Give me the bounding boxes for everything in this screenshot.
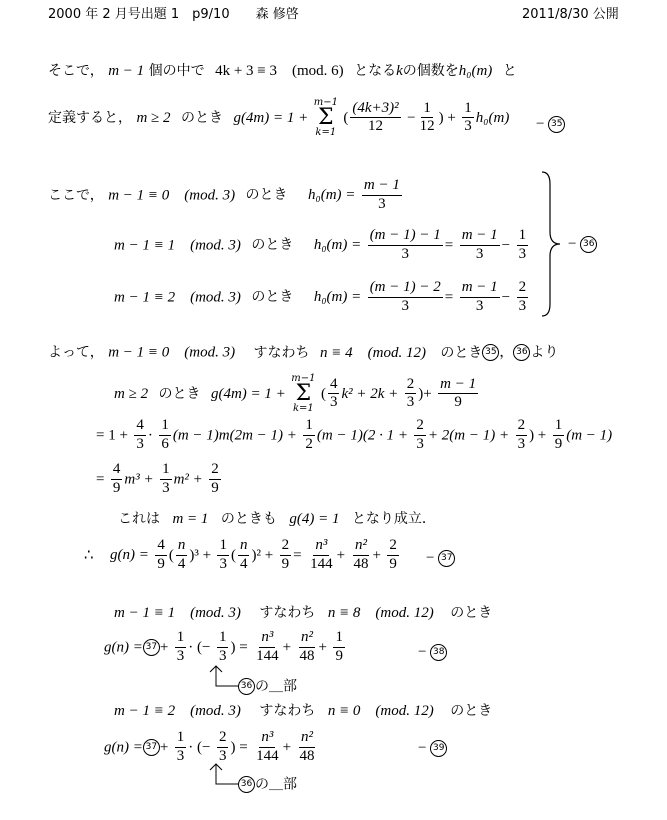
eq-tag-35: − 35: [536, 116, 565, 133]
case-2: m − 1 ≡ 1 (mod. 3) のとき h₀(m) = $\frac{(m - 1) - 1}{3}$ = $\frac{m - 1}{3}$ − $\frac{1}{3}$: [114, 227, 527, 262]
line-2: 定義すると， m ≥ 2 のとき g(4m) = 1 + m−1 Σ k=1 ( $\frac{\text{(4k+3)²}}{12}$ − $\frac{1}{12}$ ) + $\frac{1}{3}$ h₀(m): [48, 97, 510, 138]
line-1: そこで， m − 1 個の中で 4k + 3 ≡ 3 (mod. 6) となるkの個数をh₀(m) と: [48, 63, 517, 79]
line-12: m − 1 ≡ 2 (mod. 3) すなわち n ≡ 0 (mod. 12) のとき: [114, 703, 493, 719]
line-yotte: よって， m − 1 ≡ 0 (mod. 3) すなわち n ≡ 4 (mod. 12) のとき 35 ， 36 より: [48, 344, 559, 361]
header-left: 2000 年 2 月号出題 1 p9/10 森 修啓: [48, 7, 299, 22]
note-2: 36 の＿部: [238, 776, 297, 793]
eq-tag-38: − 38: [418, 644, 447, 661]
header-right: 2011/8/30 公開: [522, 7, 619, 22]
eq-tag-39: − 39: [418, 740, 447, 757]
case-1: ここで， m − 1 ≡ 0 (mod. 3) のとき h₀(m) = $\frac{m - 1}{3}$: [48, 177, 400, 212]
eq-tag-36: − 36: [568, 236, 597, 253]
line-5: m ≥ 2 のとき g(4m) = 1 + m−1 Σ k=1 ( $\frac{4}{3}$ k² + 2k + $\frac{2}{3}$ )+ $\frac{m - 1}{9}$: [114, 373, 477, 414]
right-brace: [540, 170, 564, 318]
eq-tag-37: − 37: [426, 550, 455, 567]
line-8: これは m = 1 のときも g(4) = 1 となり成立．: [118, 511, 436, 527]
arrow-note-1: [200, 664, 240, 692]
line-13: g(n) = 37 + $\frac{1}{3}$ · (− $\frac{2}{3}$ ) = $\frac{\text{n³}}{144}$ + $\frac{\text{n²}}{48}$: [104, 729, 315, 764]
line-6: = 1 + $\frac{4}{3}$ · $\frac{1}{6}$ (m − 1)m(2m − 1) + $\frac{1}{2}$ (m − 1)(2 · 1 + $\frac{2}{3}$ + 2(m − 1) + $\frac{2}{3}$ ) + $\frac{1}{9}$ (m − 1): [96, 417, 613, 452]
line-9: ∴ g(n) = $\frac{4}{9}$ ( $\frac{n}{4}$ )³ + $\frac{1}{3}$ ( $\frac{n}{4}$ )² + $\frac{2}{9}$ = $\frac{\text{n³}}{144}$ + $\frac{\text{n²}}{48}$ + $\frac{2}{9}$: [84, 537, 397, 572]
line-10: m − 1 ≡ 1 (mod. 3) すなわち n ≡ 8 (mod. 12) のとき: [114, 605, 493, 621]
line-7: = $\frac{4}{9}$ m³ + $\frac{1}{3}$ m² + $\frac{2}{9}$: [96, 461, 219, 496]
summation: m−1 Σ k=1: [313, 97, 338, 138]
line-11: g(n) = 37 + $\frac{1}{3}$ · (− $\frac{1}{3}$ ) = $\frac{\text{n³}}{144}$ + $\frac{\text{n²}}{48}$ + $\frac{1}{9}$: [104, 629, 343, 664]
arrow-note-2: [200, 762, 240, 790]
note-1: 36 の＿部: [238, 678, 297, 695]
case-3: m − 1 ≡ 2 (mod. 3) のとき h₀(m) = $\frac{(m - 1) - 2}{3}$ = $\frac{m - 1}{3}$ − $\frac{2}{3}$: [114, 279, 527, 314]
